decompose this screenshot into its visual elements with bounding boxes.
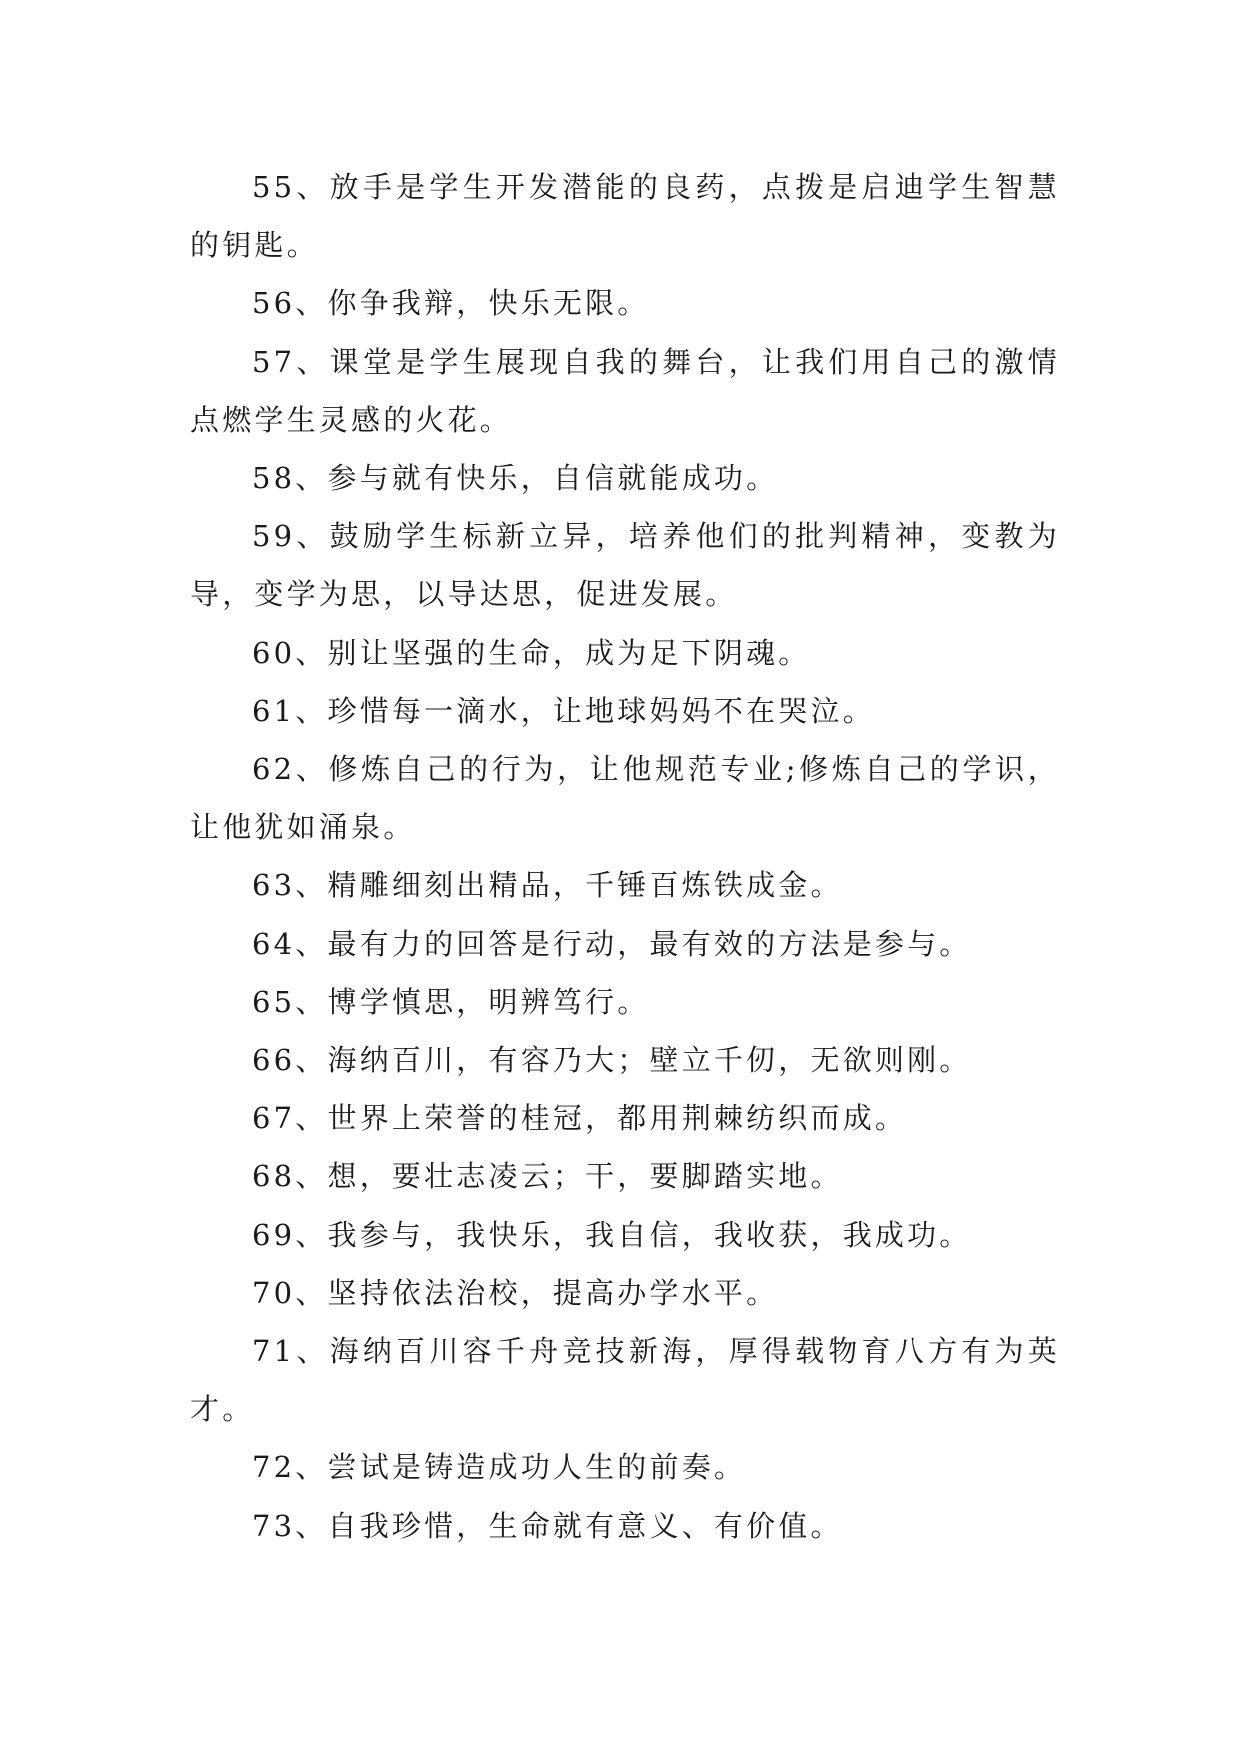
paragraph-69: 69、我参与，我快乐，我自信，我收获，我成功。 bbox=[252, 1217, 972, 1252]
paragraph-63: 63、精雕细刻出精品，千锤百炼铁成金。 bbox=[252, 868, 843, 903]
paragraph-70: 70、坚持依法治校，提高办学水平。 bbox=[252, 1275, 779, 1310]
paragraph-64: 64、最有力的回答是行动，最有效的方法是参与。 bbox=[252, 926, 972, 961]
paragraph-65: 65、博学慎思，明辨笃行。 bbox=[252, 984, 650, 1019]
paragraph-67: 67、世界上荣誉的桂冠，都用荆棘纺织而成。 bbox=[252, 1101, 908, 1136]
paragraph-60: 60、别让坚强的生命，成为足下阴魂。 bbox=[252, 635, 811, 670]
paragraph-61: 61、珍惜每一滴水，让地球妈妈不在哭泣。 bbox=[252, 693, 875, 728]
document-body bbox=[190, 158, 1060, 1555]
paragraph-55: 55、放手是学生开发潜能的良药，点拨是启迪学生智慧的钥匙。 bbox=[190, 170, 1060, 263]
paragraph-71: 71、海纳百川容千舟竞技新海，厚得载物育八方有为英才。 bbox=[190, 1334, 1060, 1427]
paragraph-62: 62、修炼自己的行为，让他规范专业;修炼自己的学识，让他犹如涌泉。 bbox=[190, 752, 1060, 845]
paragraph-58: 58、参与就有快乐，自信就能成功。 bbox=[252, 461, 779, 496]
paragraph-68: 68、想，要壮志凌云；干，要脚踏实地。 bbox=[252, 1159, 843, 1194]
paragraph-56: 56、你争我辩，快乐无限。 bbox=[252, 286, 650, 321]
paragraph-66: 66、海纳百川，有容乃大；壁立千仞，无欲则刚。 bbox=[252, 1043, 972, 1078]
paragraph-72: 72、尝试是铸造成功人生的前奏。 bbox=[252, 1450, 747, 1485]
paragraph-73: 73、自我珍惜，生命就有意义、有价值。 bbox=[252, 1508, 843, 1543]
paragraph-57: 57、课堂是学生展现自我的舞台，让我们用自己的激情点燃学生灵感的火花。 bbox=[190, 344, 1060, 437]
paragraph-59: 59、鼓励学生标新立异，培养他们的批判精神，变教为导，变学为思，以导达思，促进发展。 bbox=[190, 519, 1060, 612]
